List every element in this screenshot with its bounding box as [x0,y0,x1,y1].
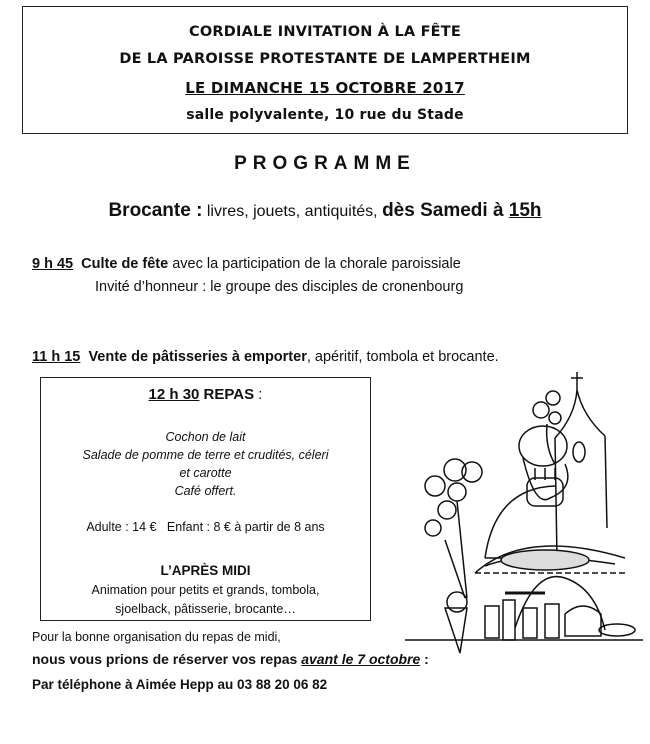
worship-title: Culte de fête [81,256,169,272]
lunch-label: REPAS [199,386,255,403]
event-date-text: LE DIMANCHE 15 OCTOBRE 2017 [185,79,465,97]
programme-title: PROGRAMME [234,153,416,174]
sale-line [32,349,499,365]
sale-rest: , apéritif, tombola et brocante. [306,349,499,365]
footer-reservation [32,651,429,667]
invitation-title-line2: DE LA PAROISSE PROTESTANTE DE LAMPERTHEIM [119,51,531,67]
lunch-heading [41,386,370,403]
event-venue: salle polyvalente, 10 rue du Stade [186,107,464,123]
brocante-time: 15h [508,200,542,221]
flowers-icon [533,391,561,464]
invitation-header-box [22,6,628,134]
reservation-deadline: avant le 7 octobre [301,651,421,667]
lunch-prices: Adulte : 14 € Enfant : 8 € à partir de 8 ans [86,520,325,534]
sale-time: 11 h 15 [32,349,81,365]
worship-line [32,256,461,272]
afternoon-line: Animation pour petits et grands, tombola, [91,583,320,597]
lunch-colon: : [254,386,263,403]
worship-desc: avec la participation de la chorale paroissiale [168,256,461,272]
footer-note: Pour la bonne organisation du repas de midi, [32,630,281,644]
invitation-title-line1: CORDIALE INVITATION À LA FÊTE [189,24,461,40]
festival-illustration [405,368,643,668]
reservation-colon: : [420,651,429,667]
tuba-icon [519,426,568,506]
menu-item: Salade de pomme de terre et crudités, céleri [82,448,329,462]
food-items-icon [405,577,643,653]
footer-phone: Par téléphone à Aimée Hepp au 03 88 20 06 82 [32,677,328,692]
menu-item: et carotte [179,466,232,480]
lunch-time: 12 h 30 [148,386,200,403]
brocante-label: Brocante : [108,200,203,221]
afternoon-line: sjoelback, pâtisserie, brocante… [115,602,296,616]
menu-item: Cochon de lait [165,430,246,444]
event-date [23,79,627,97]
worship-time: 9 h 45 [32,256,74,272]
worship-guest: Invité d’honneur : le groupe des disciples de cronenbourg [95,279,464,295]
brocante-items: livres, jouets, antiquités, [202,203,383,220]
reservation-text: nous vous prions de réserver vos repas [32,651,302,667]
balloons-icon [425,459,482,598]
menu-item: Café offert. [174,484,237,498]
stall-icon [475,546,625,573]
brocante-line [0,200,650,222]
afternoon-title: L’APRÈS MIDI [160,563,251,578]
sale-title: Vente de pâtisseries à emporter [88,349,307,365]
lunch-box [40,377,371,621]
brocante-since: dès Samedi à [382,200,509,221]
